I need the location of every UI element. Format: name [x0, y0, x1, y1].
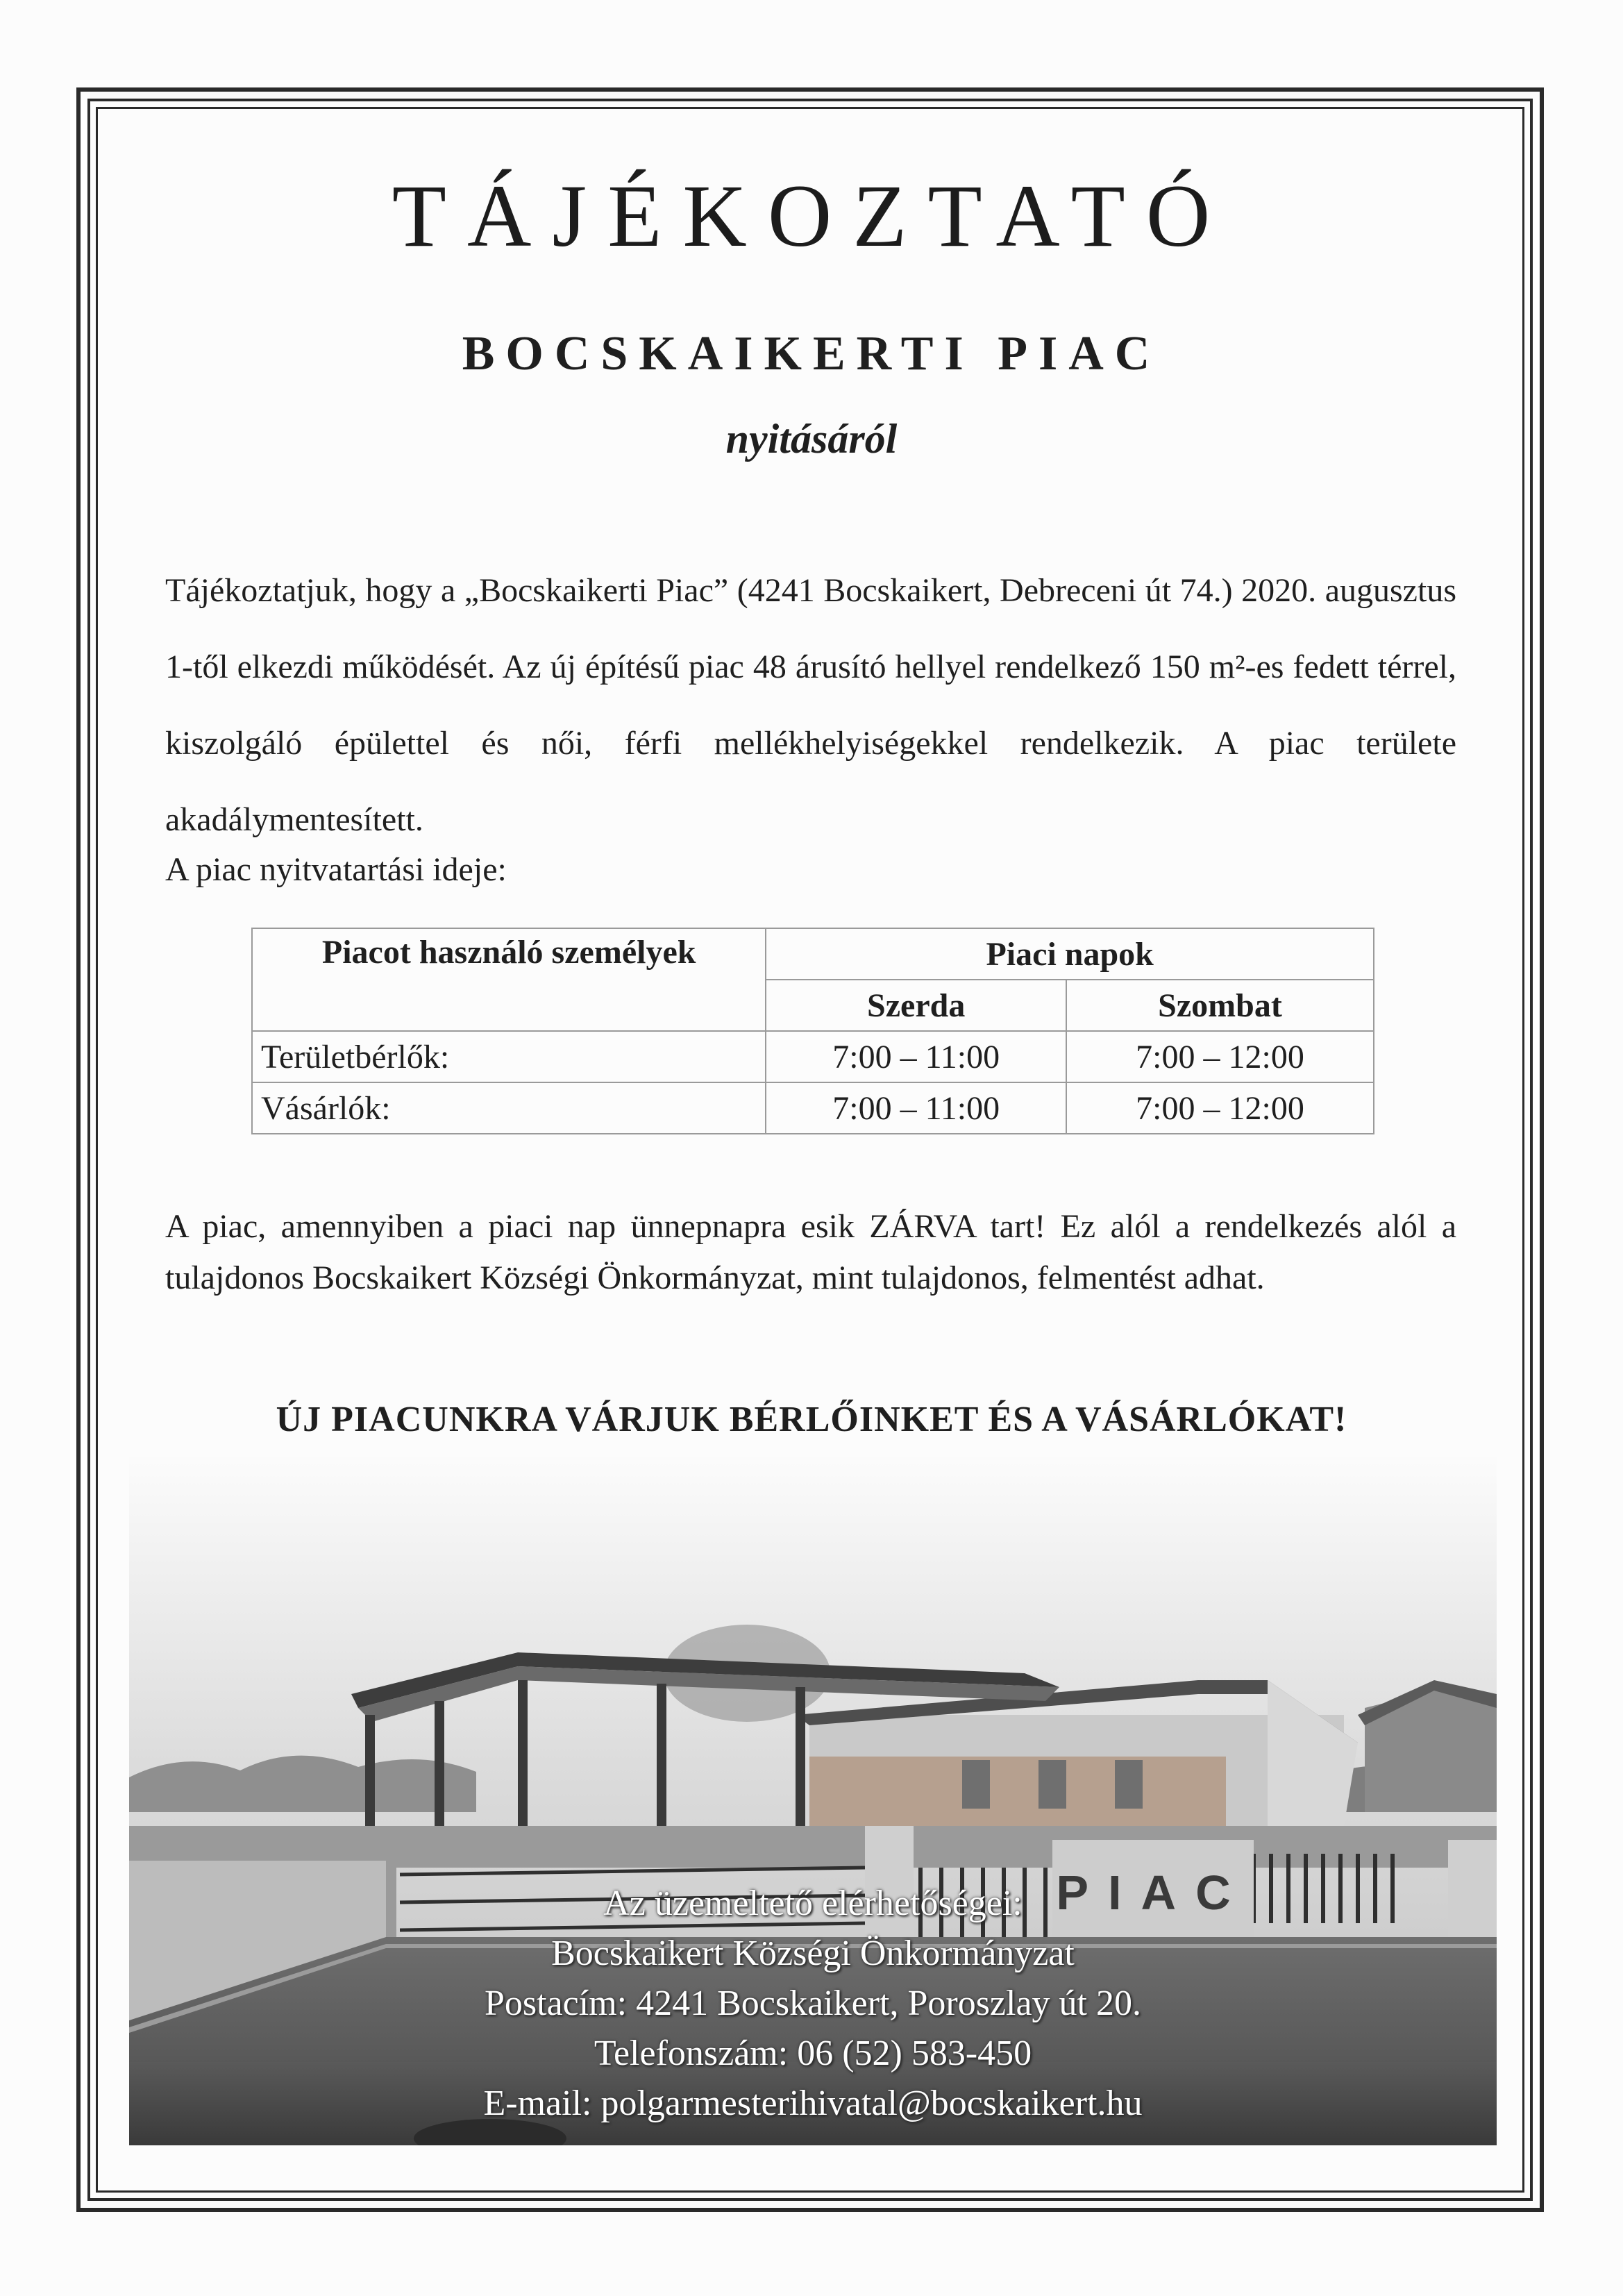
contact-phone: Telefonszám: 06 (52) 583-450: [594, 2034, 1032, 2073]
header-persons: Piacot használó személyek: [252, 928, 766, 1031]
header-wednesday: Szerda: [766, 980, 1066, 1031]
contact-organization: Bocskaikert Községi Önkormányzat: [551, 1934, 1075, 1973]
piac-sign: PIAC: [1056, 1866, 1250, 1920]
opening-hours-label: A piac nyitvatartási ideje:: [165, 851, 507, 888]
row-label: Területbérlők:: [252, 1031, 766, 1082]
header-saturday: Szombat: [1066, 980, 1374, 1031]
table-row: [252, 1031, 1374, 1082]
table-row: [252, 1082, 1374, 1134]
closure-paragraph: A piac, amennyiben a piaci nap ünnepnapra esik ZÁRVA tart! Ez alól a rendelkezés alól a tulajdonos Bocskaikert Községi Önkormányzat, mint tulajdonos, felmentést adhat.: [165, 1208, 1456, 1296]
contact-postal-address: Postacím: 4241 Bocskaikert, Poroszlay út 20.: [484, 1984, 1141, 2023]
wednesday-hours: 7:00 – 11:00: [766, 1031, 1066, 1082]
opening-hours-table: [251, 928, 1374, 1134]
document-title: TÁJÉKOZTATÓ: [392, 167, 1231, 265]
saturday-hours: 7:00 – 12:00: [1066, 1082, 1374, 1134]
row-label: Vásárlók:: [252, 1082, 766, 1134]
wednesday-hours: 7:00 – 11:00: [766, 1082, 1066, 1134]
intro-paragraph: Tájékoztatjuk, hogy a „Bocskaikerti Piac” (4241 Bocskaikert, Debreceni út 74.) 2020. augusztus 1-től elkezdi működését. Az új építésű piac 48 árusító hellyel rendelkező 150 m²-es fedett térrel, kiszolgáló épülettel és női, férfi mellékhelyiségekkel rendelkezik. A piac területe akadálymentesített.: [165, 572, 1456, 838]
invitation-callout: ÚJ PIACUNKRA VÁRJUK BÉRLŐINKET ÉS A VÁSÁRLÓKAT!: [276, 1400, 1347, 1439]
header-market-days: Piaci napok: [766, 928, 1374, 980]
document-subtitle-italic: nyitásáról: [725, 416, 898, 462]
table-header-row: [252, 928, 1374, 980]
operator-contact: [129, 1879, 1497, 2129]
contact-email: E-mail: polgarmesterihivatal@bocskaikert.hu: [483, 2084, 1143, 2123]
document-subtitle: BOCSKAIKERTI PIAC: [462, 327, 1161, 380]
saturday-hours: 7:00 – 12:00: [1066, 1031, 1374, 1082]
contact-heading: Az üzemeltető elérhetőségei:: [603, 1884, 1023, 1923]
